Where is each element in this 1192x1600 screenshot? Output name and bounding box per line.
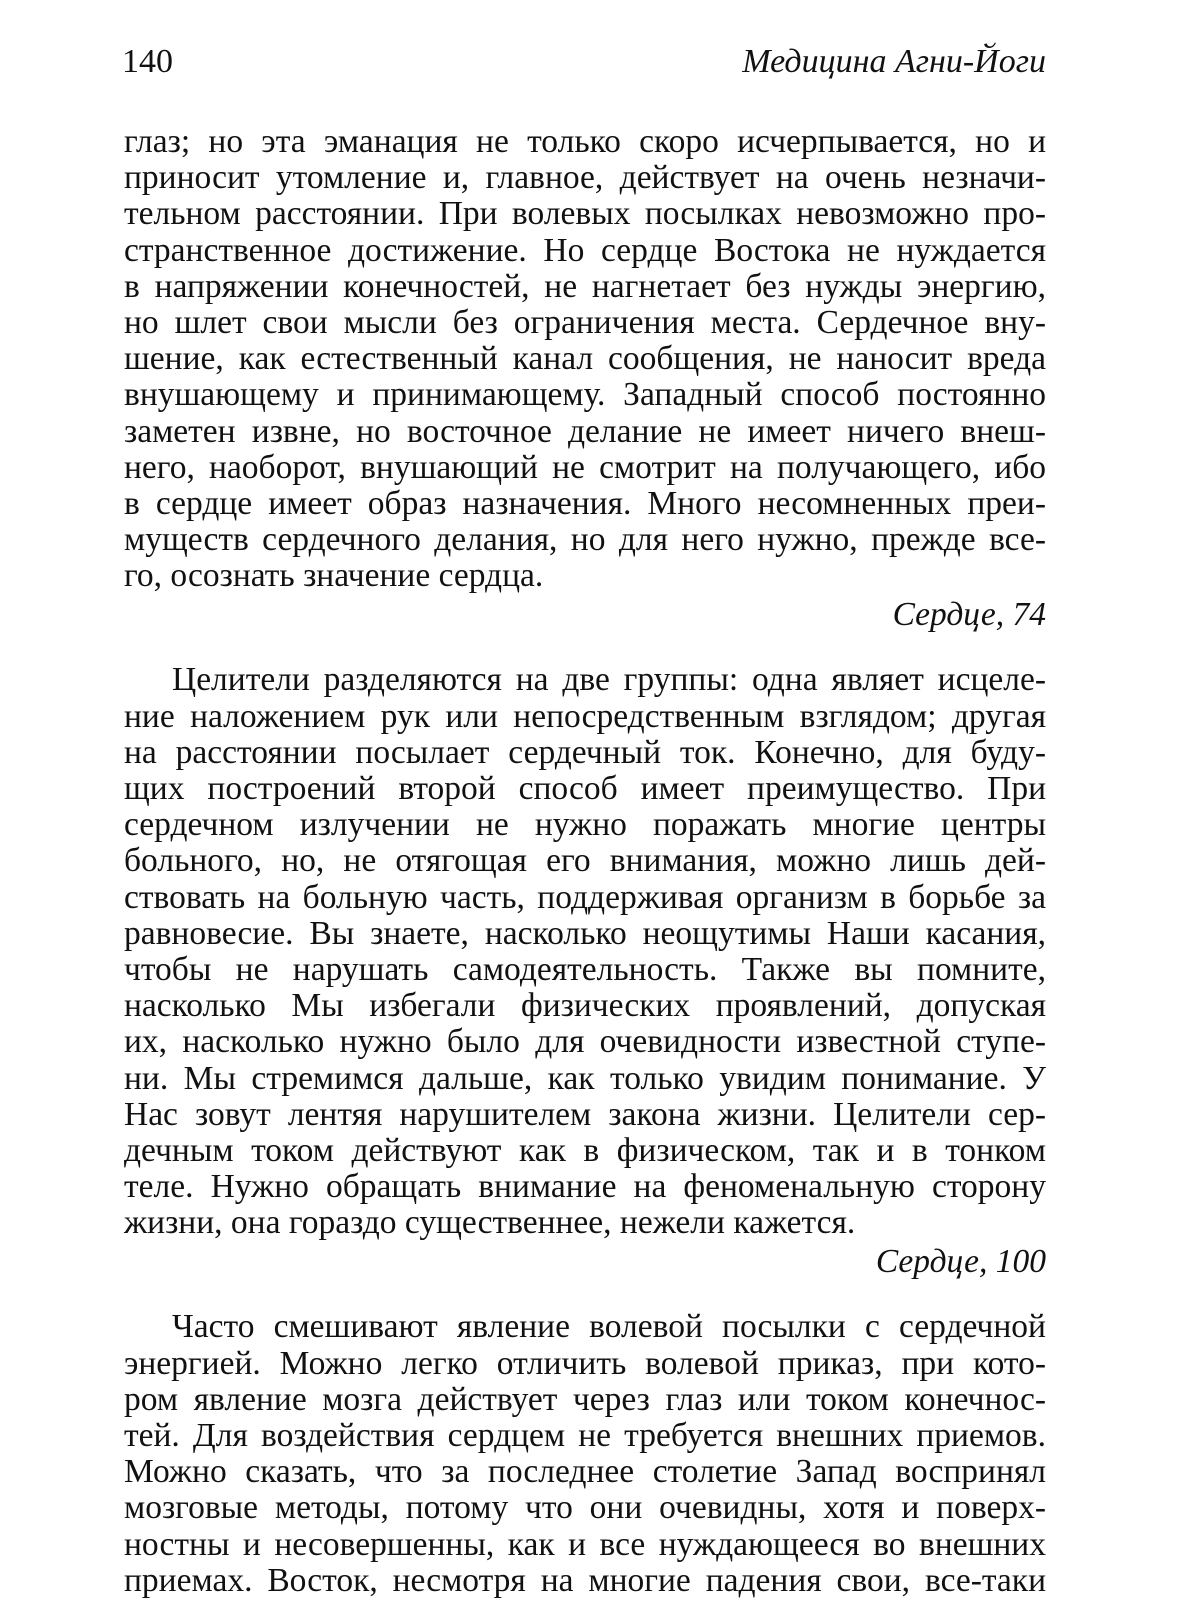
text-line: дечным током действуют как в физическом, так и в тонком: [124, 1131, 1046, 1169]
text-line: тей. Для воздействия сердцем не требуется внешних приемов.: [124, 1417, 1046, 1454]
citation: Сердце, 74: [892, 596, 1046, 634]
text-line: странственное достижение. Но сердце Востока не нуждается: [124, 231, 1046, 269]
text-line: жизни, она гораздо существеннее, нежели кажется.: [124, 1204, 856, 1242]
passage-2: [124, 662, 1046, 1281]
text-line: чтобы не нарушать самодеятельность. Также вы помните,: [124, 950, 1046, 988]
text-line: в сердце имеет образ назначения. Много несомненных преи-: [124, 484, 1046, 522]
text-line: ствовать на больную часть, поддерживая организм в борьбе за: [124, 878, 1046, 916]
text-line: их, насколько нужно было для очевидности известной ступе-: [124, 1023, 1046, 1061]
text-line: насколько Мы избегали физических проявлений, допуская: [124, 987, 1046, 1025]
page-header: [122, 40, 1046, 84]
text-line: Часто смешивают явление волевой посылки с сердечной: [172, 1308, 1046, 1346]
text-line: равновесие. Вы знаете, насколько неощутимы Наши касания,: [124, 914, 1046, 952]
text-line: теле. Нужно обращать внимание на феноменальную сторону: [124, 1168, 1046, 1206]
paragraph-gap: [124, 634, 1046, 662]
text-line: приемах. Восток, несмотря на многие падения свои, все-таки: [124, 1561, 1046, 1599]
text-line: Нас зовут лентяя нарушителем закона жизни. Целители сер-: [124, 1095, 1046, 1133]
text-line: внушающему и принимающему. Западный способ постоянно: [124, 376, 1046, 414]
body-text: [124, 124, 1046, 1599]
citation: Сердце, 100: [875, 1243, 1046, 1281]
text-line: в напряжении конечностей, не нагнетает без нужды энергию,: [124, 267, 1046, 305]
text-line: ние наложением рук или непосредственным взглядом; другая: [124, 697, 1046, 735]
text-line: сердечном излучении не нужно поражать многие центры: [124, 806, 1046, 844]
text-line: Целители разделяются на две группы: одна являет исцеле-: [172, 661, 1046, 699]
text-line: Можно сказать, что за последнее столетие Запад воспринял: [124, 1453, 1046, 1491]
text-line: ностны и несовершенны, как и все нуждающееся во внешних: [124, 1525, 1046, 1563]
text-line: заметен извне, но восточное делание не имеет ничего внеш-: [124, 412, 1046, 450]
text-line: глаз; но эта эманация не только скоро исчерпывается, но и: [124, 123, 1046, 160]
text-line: шение, как естественный канал сообщения, не наносит вреда: [124, 340, 1046, 378]
text-line: тельном расстоянии. При волевых посылках невозможно про-: [124, 195, 1046, 233]
paragraph-gap: [124, 1281, 1046, 1309]
text-line: мозговые методы, потому что они очевидны, хотя и поверх-: [124, 1489, 1046, 1527]
running-title: Медицина Агни-Йоги: [742, 43, 1046, 80]
text-line: но шлет свои мысли без ограничения места. Сердечное вну-: [124, 303, 1046, 341]
text-line: приносит утомление и, главное, действует на очень незначи-: [124, 159, 1046, 197]
text-line: него, наоборот, внушающий не смотрит на получающего, ибо: [124, 448, 1046, 486]
text-line: щих построений второй способ имеет преимущество. При: [124, 770, 1046, 807]
page-number: 140: [122, 43, 173, 80]
text-line: ни. Мы стремимся дальше, как только увидим понимание. У: [124, 1059, 1046, 1097]
text-line: го, осознать значение сердца.: [124, 557, 544, 595]
text-line: энергией. Можно легко отличить волевой приказ, при кото-: [124, 1344, 1046, 1382]
passage-3: [124, 1309, 1046, 1599]
passage-1: [124, 124, 1046, 634]
text-line: на расстоянии посылает сердечный ток. Конечно, для буду-: [124, 733, 1046, 771]
text-line: больного, но, не отягощая его внимания, можно лишь дей-: [124, 842, 1046, 880]
text-line: муществ сердечного делания, но для него нужно, прежде все-: [124, 521, 1046, 559]
text-line: ром явление мозга действует через глаз или током конечнос-: [124, 1380, 1046, 1418]
